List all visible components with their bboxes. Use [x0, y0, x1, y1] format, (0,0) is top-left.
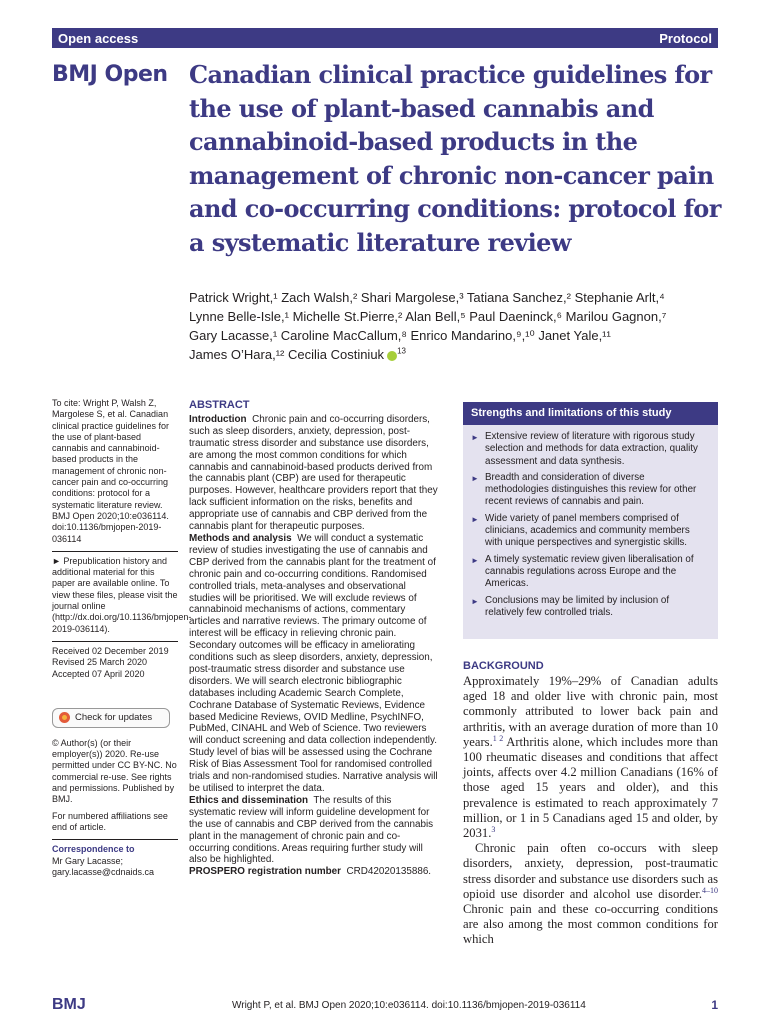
triangle-bullet-icon: ►: [471, 514, 479, 524]
abstract-intro: Introduction Chronic pain and co-occurring disorders, such as sleep disorders, anxiety, depression, post-traumatic stress disorder and substance use disorders, are among the most common conditions for which cannabis and cannabinoid-based products derived from the cannabis plant (CBP) are used for therapeutic purposes. However, healthcare providers report that they lack sufficient information on the risks, benefits and appropriate use of cannabis and CBP derived from the cannabis plant for therapeutic purposes.: [189, 413, 438, 533]
accepted-date: Accepted 07 April 2020: [52, 668, 145, 679]
check-updates-label: Check for updates: [75, 712, 153, 724]
divider: [52, 839, 178, 840]
background-paragraph: Approximately 19%–29% of Canadian adults aged 18 and older live with chronic pain, most commonly attributed to lower back pain and arthritis, with an average duration of more than 10 years.$^{1 2}$ Arthritis alone, which includes more than 100 rheumatic diseases and conditions that affect joints, affects over 4.2 million Canadians (16% of those aged 15 years and older), and this prevalence is estimated to reach approximately 7 million, or 1 in 5 Canadians aged 15 and older, by 2031.$^3$: [463, 674, 718, 841]
reference-link[interactable]: 1 2: [492, 733, 504, 743]
triangle-bullet-icon: ►: [471, 596, 479, 606]
abstract-ethics: Ethics and dissemination The results of this systematic review will inform guideline development for the use of cannabis and CBP derived from the cannabis plant in the management of chronic pain and co-occurring conditions. Areas requiring further study will also be highlighted.: [189, 794, 434, 866]
list-item: ► Extensive review of literature with rigorous study selection and methods for data extraction, quality assessment and data synthesis.: [471, 431, 698, 467]
triangle-bullet-icon: ►: [471, 433, 479, 442]
header-bar: [52, 28, 718, 48]
strengths-list: [463, 431, 718, 619]
cite-text: To cite: Wright P, Walsh Z, Margolese S, et al. Canadian clinical practice guidelines for the use of plant-based cannabis and cannabinoid-based products in the management of chronic non-cancer pain and co-occurring conditions: protocol for a systematic literature review. BMJ Open 2020;10:e036114. doi:10.1136/bmjopen-2019-036114: [52, 398, 170, 544]
list-item: ► Breadth and consideration of diverse methodologies distinguishes this review for other recent reviews of cannabis and pain.: [471, 471, 697, 508]
footer-citation: Wright P, et al. BMJ Open 2020;10:e036114. doi:10.1136/bmjopen-2019-036114: [232, 1000, 586, 1011]
author-sup: 13: [397, 346, 406, 356]
author-line: Gary Lacasse,¹ Caroline MacCallum,⁸ Enrico Mandarino,⁹,¹⁰ Janet Yale,¹¹: [189, 328, 611, 343]
correspondence-email[interactable]: gary.lacasse@cdnaids.ca: [52, 866, 155, 877]
author-line: Patrick Wright,¹ Zach Walsh,² Shari Margolese,³ Tatiana Sanchez,² Stephanie Arlt,⁴: [189, 290, 665, 305]
abstract-heading: ABSTRACT: [189, 399, 250, 411]
correspondence-label: Correspondence to: [52, 844, 135, 855]
abstract-prospero: PROSPERO registration number CRD42020135886.: [189, 866, 432, 878]
journal-logo: BMJ Open: [52, 62, 168, 87]
background-paragraph: Chronic pain often co-occurs with sleep disorders, anxiety, depression, post-traumatic stress disorder and substance use disorders such as opioid use disorder and alcohol use disorder.$^{4-10}$ Chronic pain and these co-occurring conditions are also among the most common conditions for which: [463, 841, 718, 947]
abstract-methods: Methods and analysis We will conduct a systematic review of studies investigating the use of cannabis and CBP derived from the cannabis plant for the treatment of chronic pain and co-occurring conditions. Randomised controlled trials, meta-analyses and observational studies will be prioritised. We will exclude reviews of cannabinoid mechanisms of actions, commentary articles and narrative reviews. The primary outcome of interest will be efficacy in relieving chronic pain. Secondary outcomes will be efficacy in ameliorating conditions such as sleep disorders, anxiety, depression, post-traumatic stress disorder and substance use disorders. We will search electronic bibliographic databases including Academic Search Complete, Cochrane Database of Systematic Reviews, Evidence based Medicine Reviews, OVID Medline, PsychINFO, PubMed, CINAHL and Web of Science. Two reviewers will conduct screening and data collection independently. Study level of bias will be assessed using the Cochrane Risk of Bias Assessment Tool for randomised controlled trials and non-randomised studies. Narrative analysis will be utilised to interpret the data.: [189, 532, 438, 794]
correspondence-name: Mr Gary Lacasse;: [52, 855, 124, 866]
list-item: ► Wide variety of panel members comprised of clinicians, academics and community members with unique perspectives and synergistic skills.: [471, 512, 690, 549]
affiliations-note: For numbered affiliations see end of article.: [52, 810, 168, 832]
orcid-icon[interactable]: [387, 351, 397, 361]
list-item: ► A timely systematic review given liberalisation of cannabis regulations across Europe and the Americas.: [471, 553, 694, 590]
sidebar-column: [52, 398, 192, 878]
background-section: [463, 660, 718, 948]
strengths-box: [463, 402, 718, 639]
reference-link[interactable]: 4–10: [702, 885, 718, 895]
abstract-section: [189, 400, 439, 878]
triangle-bullet-icon: ►: [471, 473, 479, 483]
received-date: Received 02 December 2019: [52, 645, 169, 656]
prepub-text: ► Prepublication history and additional material for this paper are available online. To view these files, please visit the journal online (http://dx.doi.org/10.1136/bmjopen-2019-036114).: [52, 555, 192, 634]
divider: [52, 641, 178, 642]
crossmark-icon: [59, 712, 70, 723]
background-heading: BACKGROUND: [463, 660, 544, 672]
bmj-logo: BMJ: [52, 996, 86, 1013]
divider: [52, 551, 178, 552]
article-title: Canadian clinical practice guidelines for the use of plant-based cannabis and cannabinoid-based products in the management of chronic non-cancer pain and co-occurring conditions: protocol for a systematic literature review: [189, 60, 721, 257]
article-type-label: Protocol: [659, 30, 712, 46]
page-number: 1: [711, 998, 718, 1012]
author-list: [189, 288, 719, 364]
copyright-text: © Author(s) (or their employer(s)) 2020. Re-use permitted under CC BY-NC. No commercial re-use. See rights and permissions. Published by BMJ.: [52, 737, 177, 805]
author-line: James O’Hara,¹² Cecilia Costiniuk $^{13}$: [189, 346, 406, 362]
author-line: Lynne Belle-Isle,¹ Michelle St.Pierre,² Alan Bell,⁵ Paul Daeninck,⁶ Marilou Gagnon,⁷: [189, 309, 667, 324]
check-updates-button[interactable]: [52, 708, 170, 728]
open-access-label: Open access: [58, 30, 139, 46]
strengths-heading: Strengths and limitations of this study: [463, 402, 718, 425]
revised-date: Revised 25 March 2020: [52, 657, 148, 668]
list-item: ► Conclusions may be limited by inclusion of relatively few controlled trials.: [471, 594, 670, 618]
triangle-bullet-icon: ►: [471, 555, 479, 565]
reference-link[interactable]: 3: [491, 824, 496, 834]
